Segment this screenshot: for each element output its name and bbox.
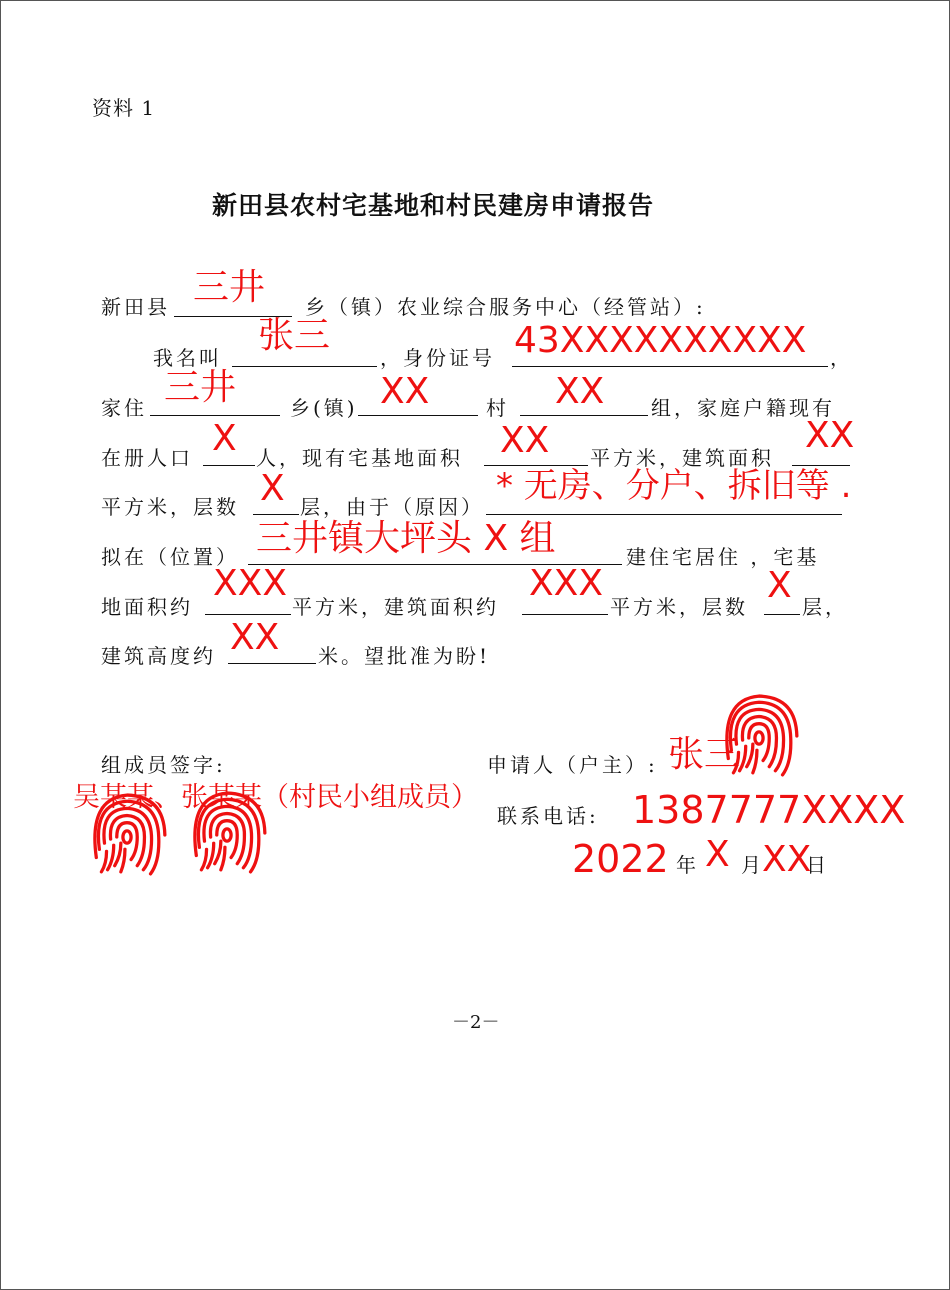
- village-value: XX: [380, 371, 430, 412]
- building-area-label: 平方米，建筑面积: [590, 446, 774, 470]
- group-value: XX: [555, 371, 605, 412]
- building-area-blank: [522, 614, 608, 615]
- comma-text: ，: [830, 346, 853, 370]
- land-area-value: XXX: [213, 563, 287, 604]
- village-blank: [358, 415, 478, 416]
- service-center-text: 乡（镇）农业综合服务中心（经管站）:: [305, 295, 706, 319]
- town-name-value: 三井: [193, 267, 266, 308]
- home-town-blank: [150, 415, 280, 416]
- id-number-label: ，身份证号: [380, 346, 495, 370]
- building-area-value: XXX: [529, 563, 603, 604]
- population-value: X: [212, 418, 237, 459]
- day-value: XX: [762, 839, 812, 880]
- group-blank: [520, 415, 648, 416]
- registered-pop-label: 在册人口: [101, 446, 193, 470]
- location-value: 三井镇大坪头 X 组: [256, 518, 556, 559]
- phone-value: 1387777XXXX: [632, 788, 906, 832]
- applicant-label: 申请人（户主）:: [487, 753, 658, 777]
- building-area-about-label: 平方米，建筑面积约: [292, 595, 499, 619]
- home-town-value: 三井: [164, 367, 237, 408]
- land-area-label: 地面积约: [101, 595, 193, 619]
- existing-land-value: XX: [500, 420, 550, 461]
- document-title: 新田县农村宅基地和村民建房申请报告: [212, 191, 655, 220]
- reason-value: * 无房、分户、拆旧等 .: [496, 466, 852, 506]
- population-blank: [203, 465, 255, 466]
- county-text: 新田县: [101, 295, 170, 319]
- day-label: 日: [806, 853, 829, 877]
- year-label: 年: [676, 853, 699, 877]
- floors-value: X: [260, 468, 285, 509]
- reason-label: 层，由于（原因）: [300, 495, 484, 519]
- town-label: 乡(镇): [290, 396, 358, 420]
- month-label: 月: [741, 853, 764, 877]
- members-sign-label: 组成员签字:: [101, 753, 226, 777]
- my-name-label: 我名叫: [153, 346, 222, 370]
- page-number: －2－: [452, 1012, 500, 1033]
- month-value: X: [705, 834, 730, 875]
- location-label: 拟在（位置）: [101, 545, 239, 569]
- existing-building-value: XX: [805, 415, 855, 456]
- id-number-value: 43XXXXXXXXXX: [514, 320, 807, 361]
- home-label: 家住: [101, 396, 147, 420]
- reason-blank: [486, 514, 842, 515]
- build-home-text: 建住宅居住 ，宅基: [626, 545, 820, 569]
- name-blank: [232, 366, 377, 367]
- members-value: 吴某某、张某某（村民小组成员）: [73, 782, 478, 813]
- name-value: 张三: [258, 315, 331, 356]
- document-label: 资料 1: [92, 96, 156, 120]
- land-area-blank: [205, 614, 291, 615]
- existing-area-label: 人，现有宅基地面积: [256, 446, 463, 470]
- phone-label: 联系电话:: [497, 804, 599, 828]
- floor-end-text: 层，: [802, 595, 848, 619]
- height-blank: [228, 663, 316, 664]
- year-value: 2022: [572, 837, 669, 881]
- applicant-name-value: 张三: [668, 734, 741, 775]
- new-floors-value: X: [767, 565, 792, 606]
- floors2-label: 平方米，层数: [610, 595, 748, 619]
- id-number-blank: [512, 366, 828, 367]
- height-label: 建筑高度约: [101, 644, 216, 668]
- meters-end-text: 米。望批准为盼!: [318, 644, 491, 668]
- village-label: 村: [486, 396, 509, 420]
- height-value: XX: [230, 617, 280, 658]
- new-floors-blank: [764, 614, 800, 615]
- group-registered-text: 组，家庭户籍现有: [651, 396, 835, 420]
- floors-blank: [253, 514, 299, 515]
- floors-label: 平方米，层数: [101, 495, 239, 519]
